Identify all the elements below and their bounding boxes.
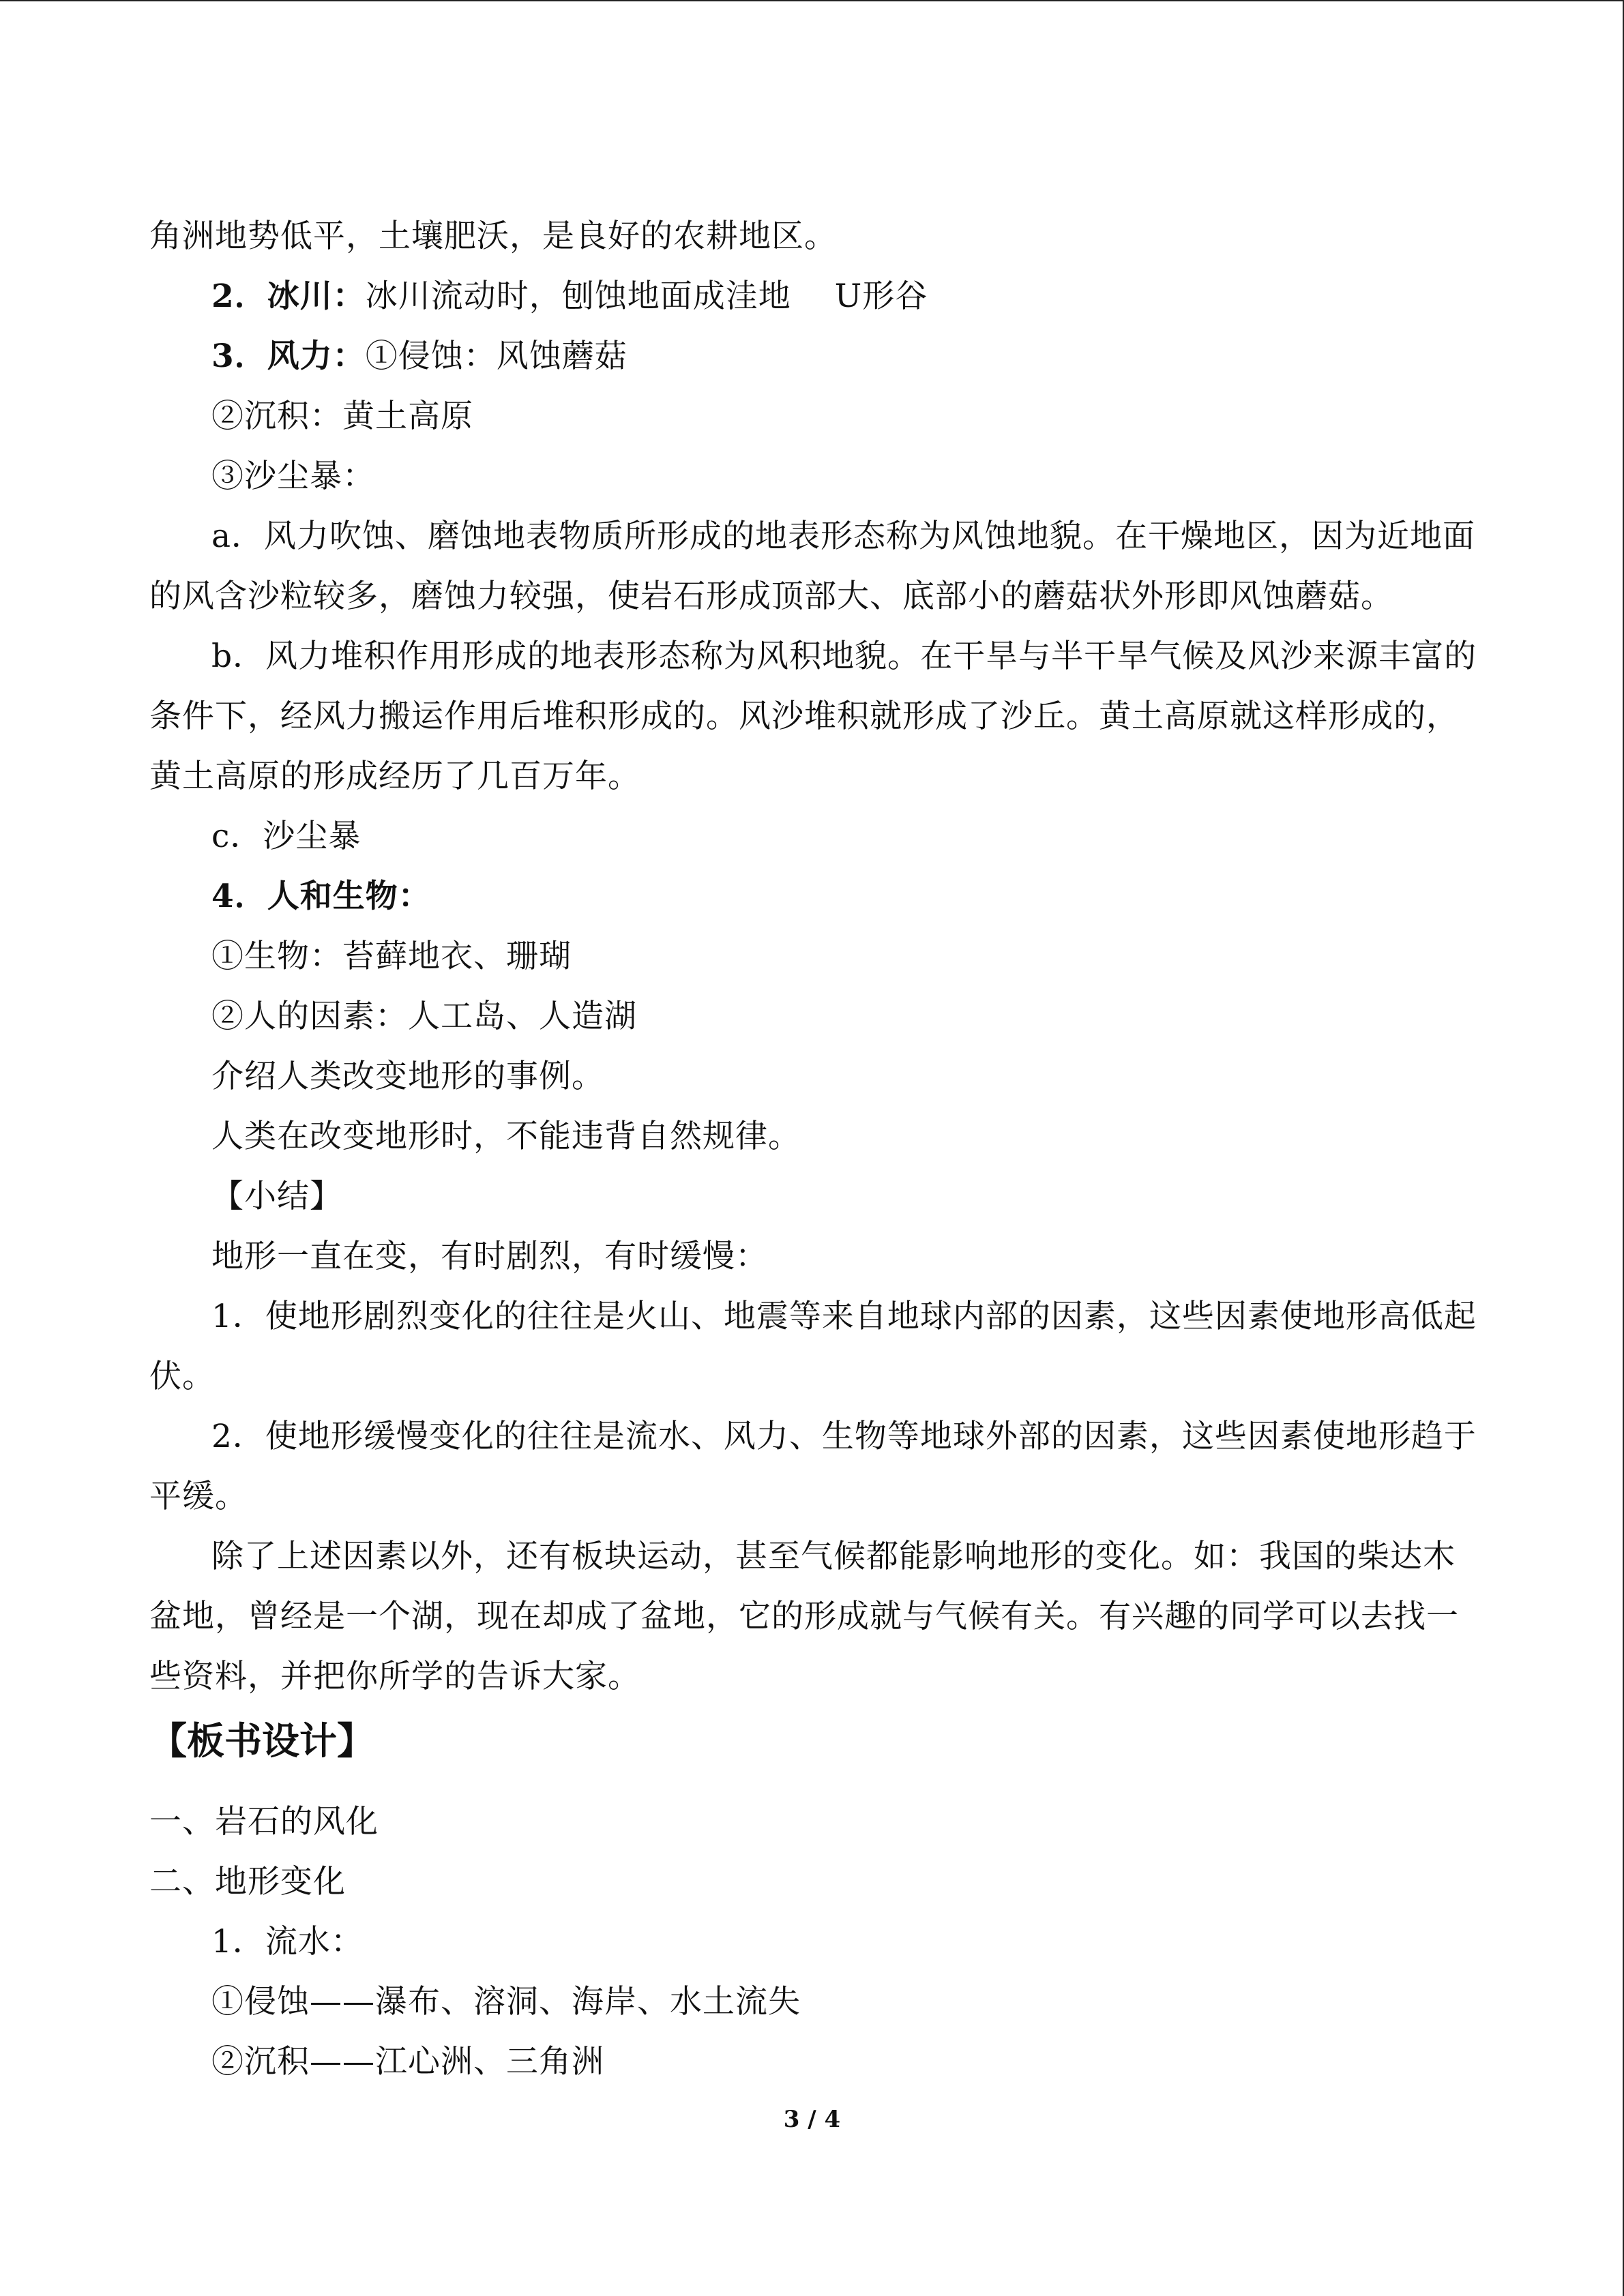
text-line: c．沙尘暴 <box>211 818 361 855</box>
text-line: 2．使地形缓慢变化的往往是流水、风力、生物等地球外部的因素，这些因素使地形趋于 <box>211 1418 1477 1455</box>
text-line: ①生物：苔藓地衣、珊瑚 <box>211 938 572 975</box>
text-line: b．风力堆积作用形成的地表形态称为风积地貌。在干旱与半干旱气候及风沙来源丰富的 <box>211 638 1477 675</box>
text-line: 人类在改变地形时，不能违背自然规律。 <box>211 1118 801 1155</box>
text-line: 介绍人类改变地形的事例。 <box>211 1058 604 1095</box>
text-line: 伏。 <box>149 1358 215 1395</box>
text-line: 条件下，经风力搬运作用后堆积形成的。风沙堆积就形成了沙丘。黄土高原就这样形成的， <box>149 698 1459 735</box>
text-line: ③沙尘暴： <box>211 458 375 495</box>
board-item: 一、岩石的风化 <box>149 1803 379 1840</box>
summary-label: 【小结】 <box>211 1178 342 1215</box>
text-line: 角洲地势低平，土壤肥沃，是良好的农耕地区。 <box>149 218 837 255</box>
section-title: 4．人和生物： <box>211 878 431 915</box>
glacier-text: 冰川流动时，刨蚀地面成洼地 U形谷 <box>365 278 928 315</box>
wind-text: ①侵蚀：风蚀蘑菇 <box>365 338 628 375</box>
text-line: 的风含沙粒较多，磨蚀力较强，使岩石形成顶部大、底部小的蘑菇状外形即风蚀蘑菇。 <box>149 578 1393 615</box>
wind-label: 3．风力： <box>211 338 366 375</box>
board-item: ②沉积——江心洲、三角洲 <box>211 2043 604 2081</box>
board-item: 1．流水： <box>211 1923 364 1960</box>
text-line: 黄土高原的形成经历了几百万年。 <box>149 758 640 795</box>
board-design-heading: 【板书设计】 <box>149 1718 375 1763</box>
page-number: 3 / 4 <box>783 2106 841 2133</box>
text-line: ②沉积：黄土高原 <box>211 398 473 435</box>
glacier-line <box>211 278 928 315</box>
text-line: 1．使地形剧烈变化的往往是火山、地震等来自地球内部的因素，这些因素使地形高低起 <box>211 1298 1477 1335</box>
glacier-label: 2．冰川： <box>211 278 366 315</box>
text-line: ②人的因素：人工岛、人造湖 <box>211 998 637 1035</box>
text-line: 盆地，曾经是一个湖，现在却成了盆地，它的形成就与气候有关。有兴趣的同学可以去找一 <box>149 1598 1459 1635</box>
text-line: a．风力吹蚀、磨蚀地表物质所形成的地表形态称为风蚀地貌。在干燥地区，因为近地面 <box>211 518 1476 555</box>
text-line: 平缓。 <box>149 1478 248 1515</box>
text-line: 些资料，并把你所学的告诉大家。 <box>149 1658 640 1695</box>
wind-line <box>211 338 628 375</box>
board-item: ①侵蚀——瀑布、溶洞、海岸、水土流失 <box>211 1983 801 2021</box>
board-item: 二、地形变化 <box>149 1863 346 1900</box>
text-line: 除了上述因素以外，还有板块运动，甚至气候都能影响地形的变化。如：我国的柴达木 <box>211 1538 1456 1575</box>
text-line: 地形一直在变，有时剧烈，有时缓慢： <box>211 1238 768 1275</box>
